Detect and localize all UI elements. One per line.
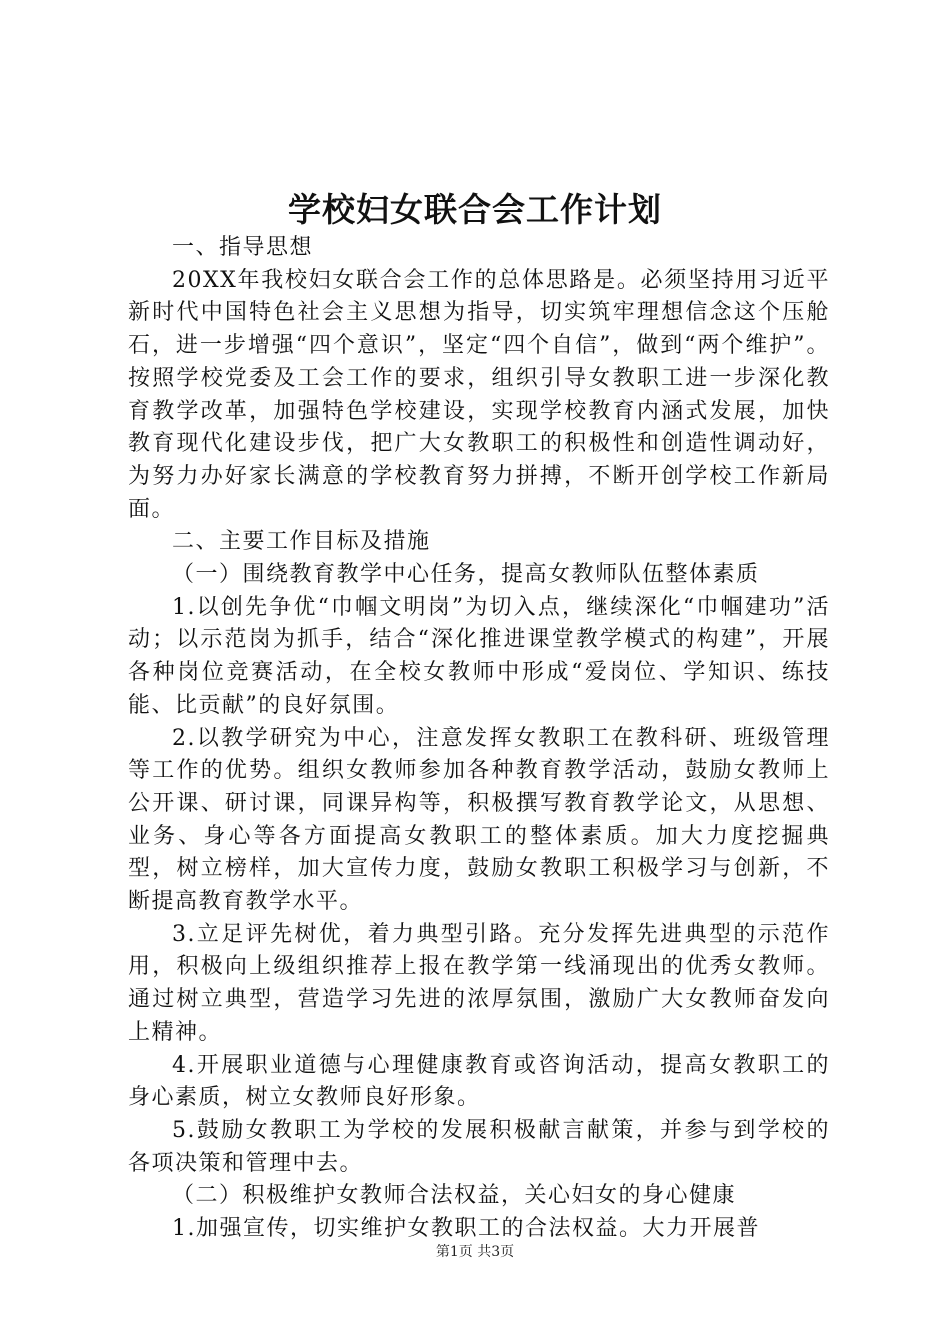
subheading-improve-quality: （一）围绕教育教学中心任务，提高女教师队伍整体素质 — [172, 562, 760, 588]
paragraph-item-2: 2.以教学研究为中心，注意发挥女教职工在教科研、班级管理等工作的优势。组织女教师参加各种教育教学活动，鼓励女教师上公开课、研讨课，同课异构等，积极撰写教育教学论文，从思想、业务、身心等各方面提高女教职工的整体素质。加大力度挖掘典型，树立榜样，加大宣传力度，鼓励女教职工积极学习与创新，不断提高教育教学水平。 — [128, 725, 830, 915]
document-title: 学校妇女联合会工作计划 — [288, 190, 662, 229]
paragraph-item-5: 5.鼓励女教职工为学校的发展积极献言献策，并参与到学校的各项决策和管理中去。 — [128, 1117, 830, 1176]
subheading-protect-rights: （二）积极维护女教师合法权益，关心妇女的身心健康 — [172, 1183, 737, 1209]
heading-main-goals: 二、主要工作目标及措施 — [172, 529, 431, 555]
page-footer: 第1页 共3页 — [435, 1244, 515, 1260]
document-body — [128, 232, 830, 1246]
paragraph-overall-approach: 20XX年我校妇女联合会工作的总体思路是。必须坚持用习近平新时代中国特色社会主义思想为指导，切实筑牢理想信念这个压舱石，进一步增强“四个意识”，坚定“四个自信”，做到“两个维护”。按照学校党委及工会工作的要求，组织引导女教职工进一步深化教育教学改革，加强特色学校建设，实现学校教育内涵式发展，加快教育现代化建设步伐，把广大女教职工的积极性和创造性调动好，为努力办好家长满意的学校教育努力拼搏，不断开创学校工作新局面。 — [128, 267, 830, 522]
heading-guiding-ideology: 一、指导思想 — [172, 235, 314, 260]
paragraph-item-4: 4.开展职业道德与心理健康教育或咨询活动，提高女教职工的身心素质，树立女教师良好形象。 — [128, 1052, 830, 1111]
paragraph-item-1: 1.以创先争优“巾帼文明岗”为切入点，继续深化“巾帼建功”活动；以示范岗为抓手，结合“深化推进课堂教学模式的构建”，开展各种岗位竞赛活动，在全校女教师中形成“爱岗位、学知识、练技能、比贡献”的良好氛围。 — [128, 594, 830, 718]
paragraph-item-3: 3.立足评先树优，着力典型引路。充分发挥先进典型的示范作用，积极向上级组织推荐上报在教学第一线涌现出的优秀女教师。通过树立典型，营造学习先进的浓厚氛围，激励广大女教师奋发向上精神。 — [128, 921, 830, 1045]
paragraph-rights-item-1: 1.加强宣传，切实维护女教职工的合法权益。大力开展普 — [172, 1216, 760, 1242]
